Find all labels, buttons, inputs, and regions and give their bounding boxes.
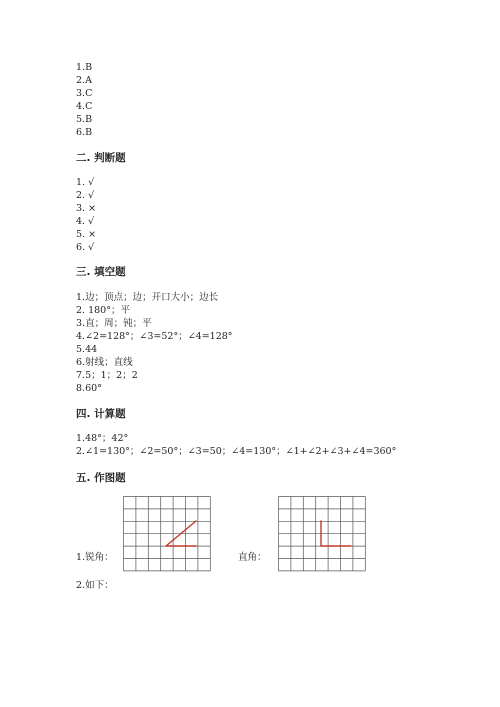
section5-title: 五. 作图题 [76, 472, 126, 484]
s3-answer-4: 4.∠2=128°；∠3=52°；∠4=128° [76, 331, 233, 342]
s1-answer-1: 1.B [76, 62, 93, 73]
acute-angle-grid [123, 496, 211, 578]
s2-answer-1: 1. √ [76, 177, 95, 188]
acute-angle-drawing [123, 496, 211, 578]
s2-answer-3: 3. × [76, 203, 97, 214]
item2-label: 2.如下： [76, 580, 114, 591]
s1-answer-4: 4.C [76, 101, 93, 112]
section3-title: 三. 填空题 [76, 266, 126, 278]
s1-answer-6: 6.B [76, 127, 93, 138]
s3-answer-1: 1.边；顶点；边；开口大小；边长 [76, 292, 219, 303]
s1-answer-3: 3.C [76, 88, 93, 99]
s4-answer-1: 1.48°；42° [76, 433, 129, 444]
acute-angle-label: 1.锐角： [76, 552, 114, 563]
s3-answer-8: 8.60° [76, 383, 102, 394]
s2-answer-4: 4. √ [76, 216, 95, 227]
s3-answer-5: 5.44 [76, 344, 98, 355]
section2-title: 二. 判断题 [76, 152, 126, 164]
right-angle-grid [278, 496, 366, 578]
s2-answer-6: 6. √ [76, 242, 95, 253]
grid-lines [279, 497, 366, 571]
right-angle-drawing [278, 496, 366, 578]
s3-answer-3: 3.直；周；钝；平 [76, 318, 152, 329]
s4-answer-2: 2.∠1=130°；∠2=50°；∠3=50；∠4=130°；∠1+∠2+∠3+∠4=360° [76, 446, 397, 457]
s1-answer-2: 2.A [76, 75, 92, 86]
section4-title: 四. 计算题 [76, 408, 126, 420]
s1-answer-5: 5.B [76, 114, 93, 125]
grid-lines [124, 497, 211, 571]
s3-answer-7: 7.5；1；2；2 [76, 370, 138, 381]
s3-answer-2: 2. 180°；平 [76, 305, 130, 316]
s2-answer-5: 5. × [76, 229, 97, 240]
s2-answer-2: 2. √ [76, 190, 95, 201]
right-angle-label: 直角： [238, 552, 267, 563]
s3-answer-6: 6.射线；直线 [76, 357, 133, 368]
